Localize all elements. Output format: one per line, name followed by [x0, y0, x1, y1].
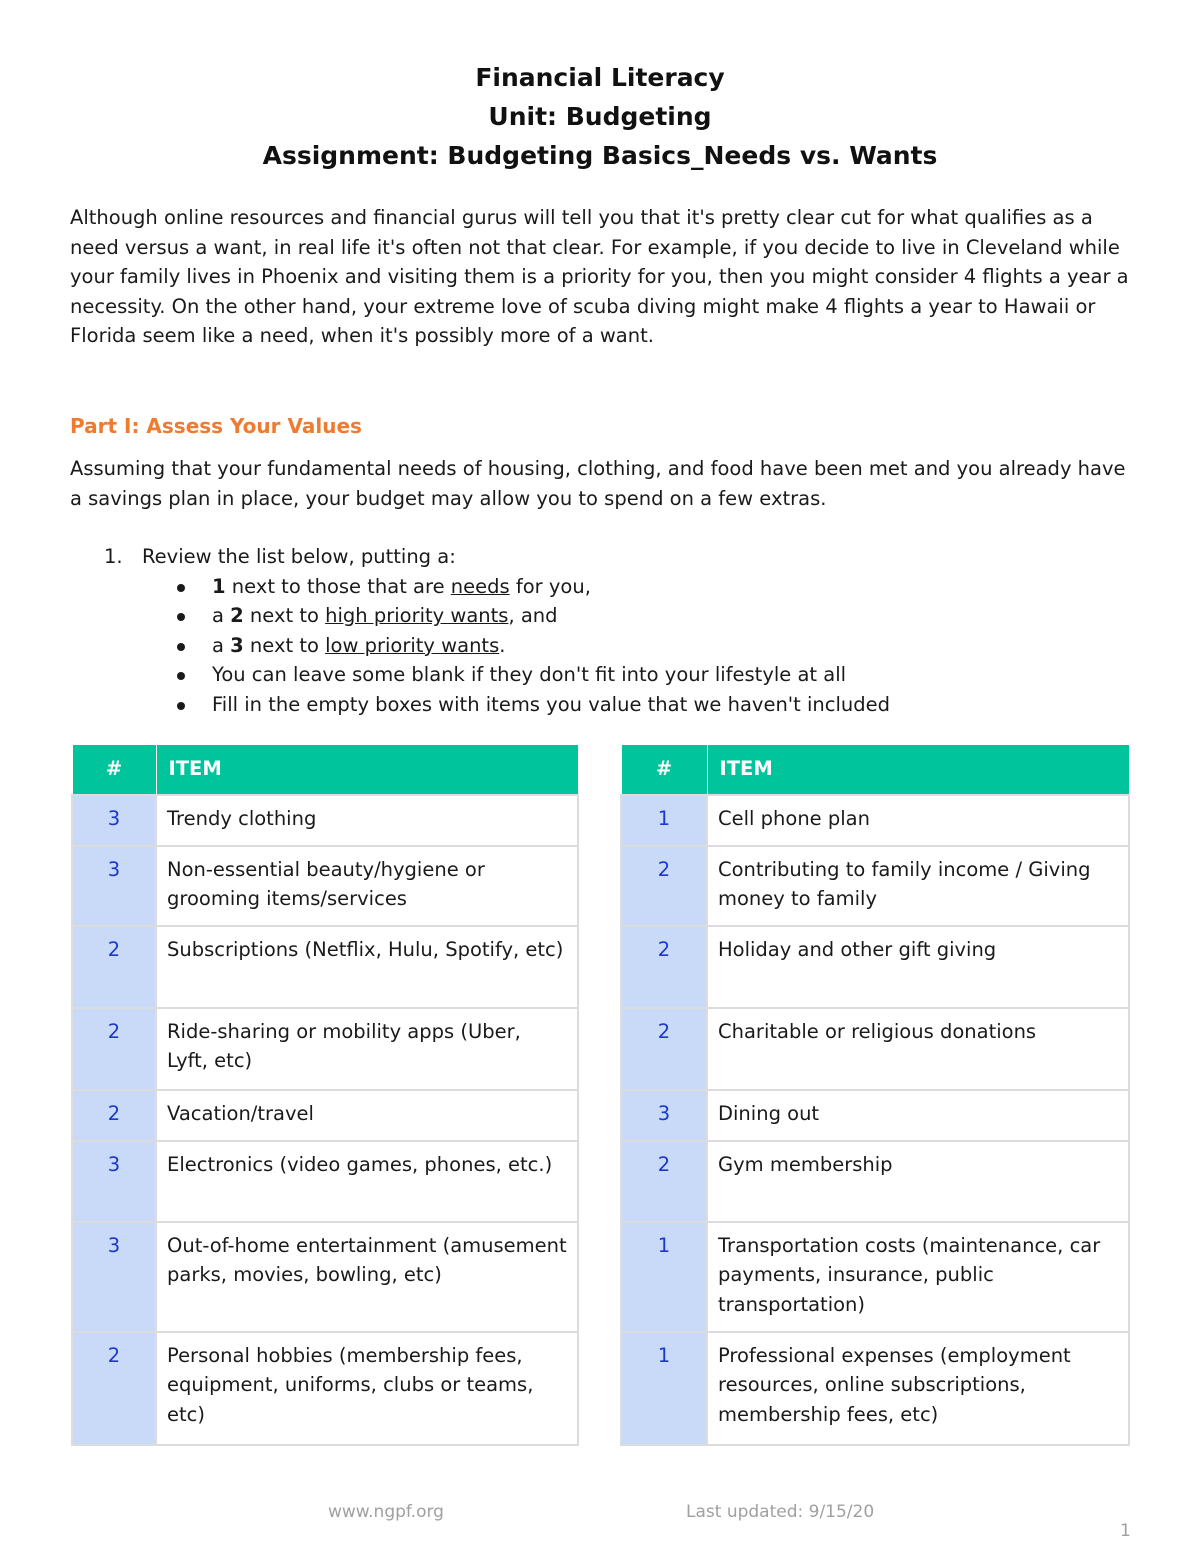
instruction-bullets — [104, 572, 1104, 720]
table-row — [621, 846, 1129, 926]
item-cell: Non-essential beauty/hygiene or grooming items/services — [156, 846, 578, 926]
table-row — [621, 1008, 1129, 1090]
item-cell: Out-of-home entertainment (amusement parks, movies, bowling, etc) — [156, 1222, 578, 1332]
item-cell: Subscriptions (Netflix, Hulu, Spotify, etc) — [156, 926, 578, 1008]
part-heading: Part I: Assess Your Values — [70, 414, 362, 438]
footer-website: www.ngpf.org — [328, 1502, 444, 1522]
item-cell: Ride-sharing or mobility apps (Uber, Lyft, etc) — [156, 1008, 578, 1090]
document-title — [0, 58, 1200, 175]
instruction-text: Review the list below, putting a: — [142, 545, 456, 568]
item-cell: Electronics (video games, phones, etc.) — [156, 1141, 578, 1222]
item-cell: Professional expenses (employment resources, online subscriptions, membership fees, etc) — [707, 1332, 1129, 1445]
item-cell: Gym membership — [707, 1141, 1129, 1222]
table-row — [72, 1332, 578, 1445]
instruction-list — [104, 542, 1104, 720]
item-cell: Vacation/travel — [156, 1090, 578, 1141]
bullet-dot-icon — [177, 643, 185, 651]
table-header — [621, 745, 1129, 795]
bullet-dot-icon — [177, 672, 185, 680]
item-cell: Holiday and other gift giving — [707, 926, 1129, 1008]
priority-cell[interactable]: 2 — [621, 1008, 707, 1090]
priority-cell[interactable]: 2 — [72, 1332, 156, 1445]
priority-cell[interactable]: 2 — [72, 1008, 156, 1090]
table-row — [72, 846, 578, 926]
priority-cell[interactable]: 3 — [72, 1222, 156, 1332]
priority-cell[interactable]: 2 — [621, 1141, 707, 1222]
bullet-low-priority: a 3 next to low priority wants. — [174, 631, 1104, 661]
item-cell: Transportation costs (maintenance, car payments, insurance, public transportation) — [707, 1222, 1129, 1332]
priority-cell[interactable]: 3 — [621, 1090, 707, 1141]
priority-cell[interactable]: 1 — [621, 795, 707, 846]
priority-cell[interactable]: 2 — [72, 1090, 156, 1141]
header-item: ITEM — [707, 745, 1129, 795]
part-description: Assuming that your fundamental needs of housing, clothing, and food have been met and you already have a savings plan in place, your budget may allow you to spend on a few extras. — [70, 457, 1126, 510]
bullet-fill-in: Fill in the empty boxes with items you value that we haven't included — [174, 690, 1104, 720]
table-row — [72, 1090, 578, 1141]
items-table-right — [620, 744, 1130, 1446]
footer-updated: Last updated: 9/15/20 — [686, 1502, 875, 1522]
priority-cell[interactable]: 1 — [621, 1332, 707, 1445]
table-row — [621, 1090, 1129, 1141]
intro-paragraph: Although online resources and financial gurus will tell you that it's pretty clear cut for what qualifies as a need versus a want, in real life it's often not that clear. For example, if you decide to live in Cleveland while your family lives in Phoenix and visiting them is a priority for you, then you might consider 4 flights a year a necessity. On the other hand, your extreme love of scuba diving might make 4 flights a year to Hawaii or Florida seem like a need, when it's possibly more of a want. — [70, 206, 1129, 348]
header-number: # — [72, 745, 156, 795]
priority-cell[interactable]: 3 — [72, 1141, 156, 1222]
table-header — [72, 745, 578, 795]
priority-cell[interactable]: 3 — [72, 846, 156, 926]
item-cell: Dining out — [707, 1090, 1129, 1141]
priority-cell[interactable]: 2 — [72, 926, 156, 1008]
bullet-high-priority: a 2 next to high priority wants, and — [174, 601, 1104, 631]
bullet-leave-blank: You can leave some blank if they don't fit into your lifestyle at all — [174, 660, 1104, 690]
table-row — [621, 1332, 1129, 1445]
assignment-title: Assignment: Budgeting Basics_Needs vs. Wants — [262, 141, 938, 170]
course-title: Financial Literacy — [475, 63, 725, 92]
item-cell: Personal hobbies (membership fees, equipment, uniforms, clubs or teams, etc) — [156, 1332, 578, 1445]
priority-cell[interactable]: 3 — [72, 795, 156, 846]
table-row — [621, 926, 1129, 1008]
item-cell: Trendy clothing — [156, 795, 578, 846]
bullet-dot-icon — [177, 613, 185, 621]
page-number: 1 — [1120, 1521, 1131, 1541]
table-row — [621, 1222, 1129, 1332]
priority-cell[interactable]: 2 — [621, 926, 707, 1008]
bullet-dot-icon — [177, 584, 185, 592]
bullet-dot-icon — [177, 702, 185, 710]
priority-cell[interactable]: 2 — [621, 846, 707, 926]
item-cell: Charitable or religious donations — [707, 1008, 1129, 1090]
table-row — [72, 1222, 578, 1332]
item-cell: Contributing to family income / Giving money to family — [707, 846, 1129, 926]
table-row — [621, 795, 1129, 846]
instruction-item — [104, 542, 1104, 572]
header-item: ITEM — [156, 745, 578, 795]
unit-title: Unit: Budgeting — [488, 102, 712, 131]
items-table-left — [71, 744, 579, 1446]
item-cell: Cell phone plan — [707, 795, 1129, 846]
table-row — [621, 1141, 1129, 1222]
table-row — [72, 795, 578, 846]
bullet-needs: 1 next to those that are needs for you, — [174, 572, 1104, 602]
priority-cell[interactable]: 1 — [621, 1222, 707, 1332]
table-row — [72, 1141, 578, 1222]
header-number: # — [621, 745, 707, 795]
table-row — [72, 926, 578, 1008]
instruction-number: 1. — [104, 545, 123, 568]
table-row — [72, 1008, 578, 1090]
